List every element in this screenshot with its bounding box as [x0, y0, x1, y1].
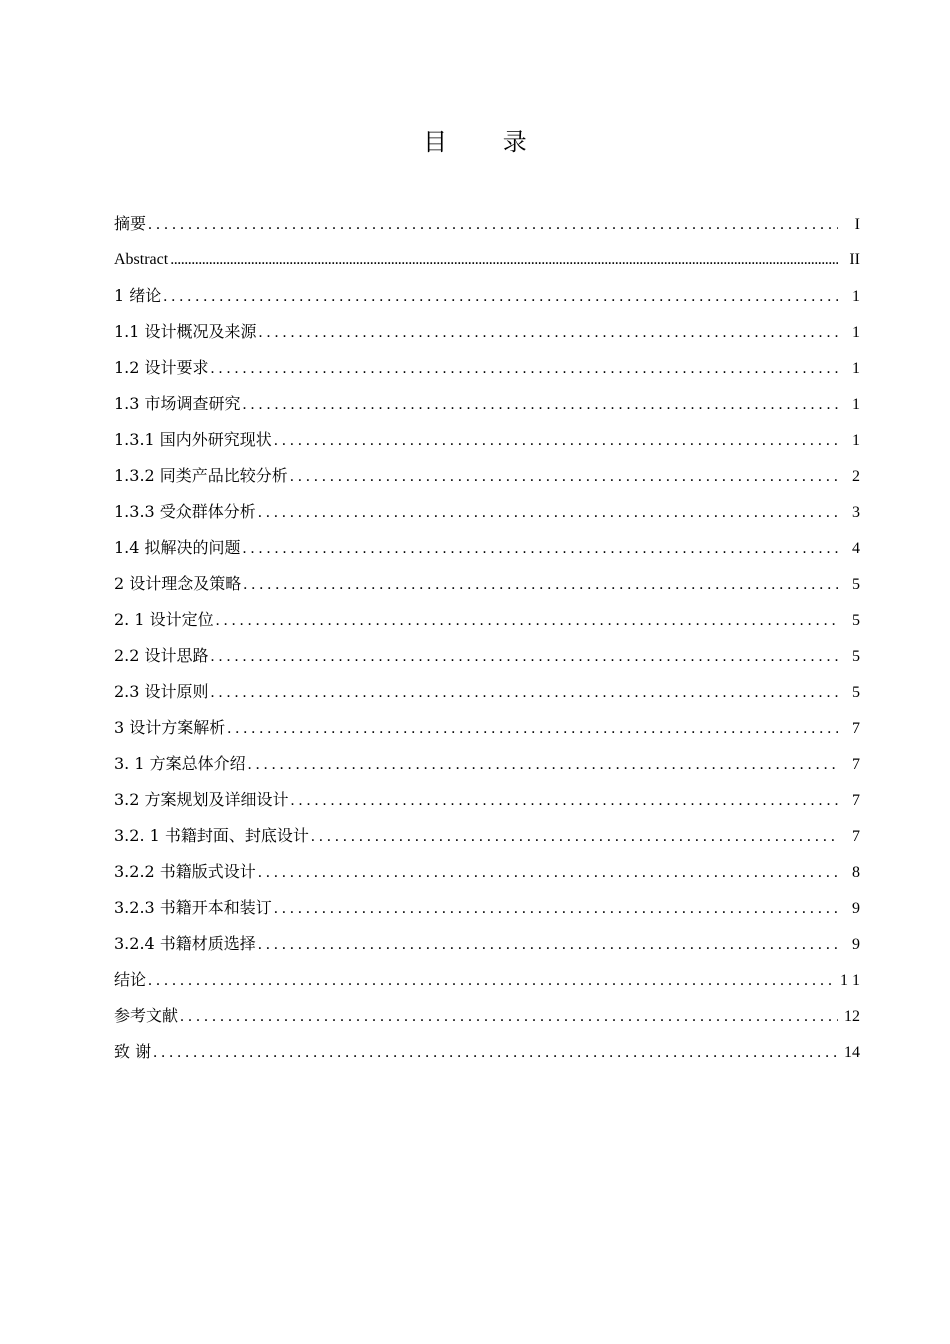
dot-leader: [211, 351, 838, 387]
toc-entry[interactable]: [114, 566, 860, 602]
toc-entry-label: 摘要: [114, 214, 147, 233]
toc-entry[interactable]: [114, 674, 860, 710]
dot-leader: [211, 675, 838, 711]
toc-entry-label: 2. 1 设计定位: [114, 610, 214, 629]
toc-entry-page: 1: [852, 396, 860, 413]
toc-entry-label: 1.3.1 国内外研究现状: [114, 430, 272, 449]
toc-entry-page: 7: [852, 792, 860, 809]
toc-entry-label: 3. 1 方案总体介绍: [114, 754, 246, 773]
toc-entry[interactable]: [114, 422, 860, 458]
toc-entry[interactable]: [114, 818, 860, 854]
dot-leader: [211, 639, 838, 675]
dot-leader: [290, 459, 838, 495]
toc-entry-page: 1: [852, 288, 860, 305]
toc-entry[interactable]: [114, 386, 860, 422]
toc-entry-page: 1: [852, 324, 860, 341]
dot-leader: [170, 242, 838, 278]
toc-entry-label: Abstract: [114, 251, 169, 268]
dot-leader: [148, 963, 836, 999]
toc-entry[interactable]: [114, 782, 860, 818]
toc-entry-label: 3.2.2 书籍版式设计: [114, 862, 256, 881]
toc-entry-label: 1.4 拟解决的问题: [114, 538, 241, 557]
toc-entry-page: 1: [852, 432, 860, 449]
toc-entry-label: 1 绪论: [114, 286, 162, 305]
toc-entry[interactable]: [114, 962, 860, 998]
toc-entry-label: 2.3 设计原则: [114, 682, 209, 701]
dot-leader: [248, 747, 838, 783]
toc-entry[interactable]: [114, 638, 860, 674]
dot-leader: [243, 567, 838, 603]
toc-entry-label: 参考文献: [114, 1006, 179, 1025]
toc-title: 目 录: [423, 128, 551, 156]
toc-entry[interactable]: [114, 458, 860, 494]
toc-entry[interactable]: [114, 530, 860, 566]
toc-entry[interactable]: [114, 998, 860, 1034]
toc-entry-page: 4: [852, 540, 860, 557]
toc-entry[interactable]: [114, 278, 860, 314]
toc-entry-page: 8: [852, 864, 860, 881]
toc-entry[interactable]: [114, 350, 860, 386]
dot-leader: [274, 891, 838, 927]
dot-leader: [216, 603, 838, 639]
toc-entry-label: 2.2 设计思路: [114, 646, 209, 665]
toc-entry[interactable]: [114, 890, 860, 926]
dot-leader: [153, 1035, 838, 1071]
toc-entry[interactable]: [114, 494, 860, 530]
dot-leader: [148, 207, 838, 243]
toc-entry-label: 1.1 设计概况及来源: [114, 322, 257, 341]
toc-entry-page: 9: [852, 936, 860, 953]
dot-leader: [180, 999, 838, 1035]
toc-entry-page: 5: [852, 612, 860, 629]
toc-entry-label: 1.3 市场调查研究: [114, 394, 241, 413]
toc-entry-label: 3.2 方案规划及详细设计: [114, 790, 289, 809]
toc-entry-label: 3.2.3 书籍开本和装订: [114, 898, 272, 917]
toc-entry-label: 致 谢: [114, 1042, 152, 1061]
toc-entry[interactable]: [114, 242, 860, 278]
toc-entry-page: 9: [852, 900, 860, 917]
toc-entry[interactable]: [114, 854, 860, 890]
toc-entry[interactable]: [114, 710, 860, 746]
toc-entry-label: 2 设计理念及策略: [114, 574, 242, 593]
toc-entry-page: 14: [844, 1044, 860, 1061]
dot-leader: [291, 783, 838, 819]
toc-entry-page: 7: [852, 720, 860, 737]
toc-entry-label: 1.3.2 同类产品比较分析: [114, 466, 288, 485]
toc-entry[interactable]: [114, 206, 860, 242]
dot-leader: [243, 531, 838, 567]
dot-leader: [259, 315, 838, 351]
dot-leader: [258, 927, 838, 963]
toc-entry-page: 2: [852, 468, 860, 485]
dot-leader: [243, 387, 838, 423]
toc-entry-label: 结论: [114, 970, 147, 989]
toc-entry-page: 3: [852, 504, 860, 521]
toc-entry-label: 1.3.3 受众群体分析: [114, 502, 256, 521]
dot-leader: [258, 855, 838, 891]
toc-entry-page: 7: [852, 756, 860, 773]
toc-entry[interactable]: [114, 746, 860, 782]
toc-entry[interactable]: [114, 926, 860, 962]
dot-leader: [258, 495, 838, 531]
toc-entry-label: 3.2. 1 书籍封面、封底设计: [114, 826, 309, 845]
toc-entry-page: 5: [852, 684, 860, 701]
toc-entry[interactable]: [114, 602, 860, 638]
toc-entry-page: 1: [852, 360, 860, 377]
toc-entry-page: I: [854, 216, 860, 233]
dot-leader: [163, 279, 838, 315]
toc-entry-page: 12: [844, 1008, 860, 1025]
toc-entry-label: 1.2 设计要求: [114, 358, 209, 377]
toc-entry-label: 3.2.4 书籍材质选择: [114, 934, 256, 953]
dot-leader: [227, 711, 838, 747]
toc-entry-page: 5: [852, 576, 860, 593]
toc-entry-page: II: [849, 251, 860, 268]
toc-list: [114, 206, 860, 1070]
toc-entry-page: 7: [852, 828, 860, 845]
dot-leader: [311, 819, 838, 855]
toc-entry[interactable]: [114, 1034, 860, 1070]
toc-entry-page: 1 1: [840, 972, 860, 989]
toc-entry-label: 3 设计方案解析: [114, 718, 226, 737]
toc-entry[interactable]: [114, 314, 860, 350]
toc-entry-page: 5: [852, 648, 860, 665]
dot-leader: [274, 423, 838, 459]
